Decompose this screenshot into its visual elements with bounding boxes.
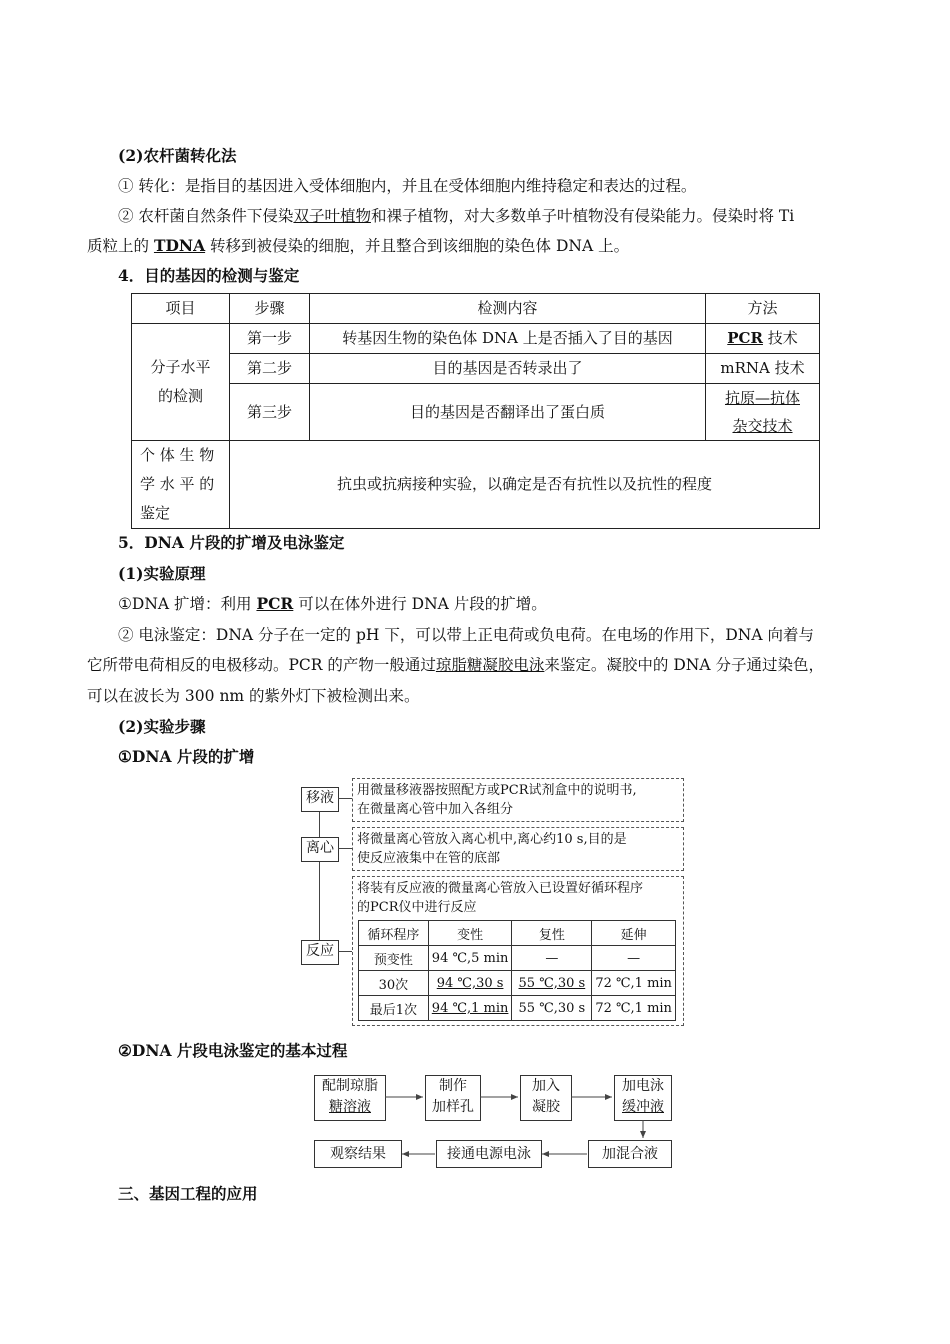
pcr-cell: 72 ℃,1 min <box>592 996 676 1021</box>
paragraph-infection-2: 质粒上的 TDNA 转移到被侵染的细胞，并且整合到该细胞的染色体 DNA 上。 <box>87 236 630 255</box>
section-title-detection: 4．目的基因的检测与鉴定 <box>118 266 300 285</box>
paragraph-infection-1: ② 农杆菌自然条件下侵染双子叶植物和裸子植物，对大多数单子叶植物没有侵染能力。侵染时将 Ti <box>118 207 795 225</box>
header-step: 步骤 <box>230 294 310 324</box>
desc-line: 将装有反应液的微量离心管放入已设置好循环程序 <box>357 881 644 896</box>
pcr-header: 循环程序 <box>359 921 429 946</box>
pcr-cell: — <box>512 946 592 971</box>
box-line: 糖溶液 <box>329 1099 371 1115</box>
header-item: 项目 <box>132 294 230 324</box>
pcr-header: 变性 <box>428 921 512 946</box>
paragraph-electrophoresis-2: 它所带电荷相反的电极移动。PCR 的产物一般通过琼脂糖凝胶电泳来鉴定。凝胶中的 DNA 分子通过染色， <box>87 656 824 674</box>
step-cell: 第三步 <box>230 384 310 441</box>
box-line: 配制琼脂 <box>322 1078 378 1094</box>
step-power-on: 接通电源电泳 <box>436 1140 542 1168</box>
step-dna-amplification-title: ①DNA 片段的扩增 <box>118 747 255 766</box>
desc-line: 将微量离心管放入离心机中,离心约10 s,目的是 <box>357 832 627 847</box>
subsection-steps: (2)实验步骤 <box>118 717 206 736</box>
box-line: 加入 <box>532 1078 560 1094</box>
label-reaction: 反应 <box>301 940 339 965</box>
pcr-cell: 55 ℃,30 s <box>512 971 592 996</box>
content-cell: 目的基因是否转录出了 <box>310 354 706 384</box>
pcr-cell: 72 ℃,1 min <box>592 971 676 996</box>
paragraph-electrophoresis-1: ② 电泳鉴定：DNA 分子在一定的 pH 下，可以带上正电荷或负电荷。在电场的作用下，DNA 向着与 <box>118 626 814 644</box>
pcr-cell: 30次 <box>359 971 429 996</box>
subsection-principle: (1)实验原理 <box>118 564 206 583</box>
box-line: 缓冲液 <box>622 1099 664 1115</box>
step-electrophoresis-title: ②DNA 片段电泳鉴定的基本过程 <box>118 1041 348 1060</box>
pcr-cell: 94 ℃,30 s <box>428 971 512 996</box>
section-title-agrobacterium: (2)农杆菌转化法 <box>118 146 237 165</box>
pcr-cell: — <box>592 946 676 971</box>
box-line: 制作 <box>439 1078 467 1094</box>
step-cell: 第一步 <box>230 324 310 354</box>
step-add-mixture: 加混合液 <box>588 1140 672 1168</box>
paragraph-electrophoresis-3: 可以在波长为 300 nm 的紫外灯下被检测出来。 <box>87 687 420 705</box>
pcr-cell: 最后1次 <box>359 996 429 1021</box>
pcr-cell: 94 ℃,1 min <box>428 996 512 1021</box>
step-cell: 第二步 <box>230 354 310 384</box>
header-method: 方法 <box>706 294 820 324</box>
group-individual: 个 体 生 物 学 水 平 的 鉴定 <box>132 441 230 529</box>
box-line: 凝胶 <box>532 1099 560 1115</box>
pcr-cell: 55 ℃,30 s <box>512 996 592 1021</box>
pcr-cell: 94 ℃,5 min <box>428 946 512 971</box>
desc-line: 使反应液集中在管的底部 <box>357 851 501 866</box>
header-content: 检测内容 <box>310 294 706 324</box>
section-title-dna-amplification: 5．DNA 片段的扩增及电泳鉴定 <box>118 533 345 552</box>
desc-line: 的PCR仪中进行反应 <box>357 900 477 915</box>
content-cell: 目的基因是否翻译出了蛋白质 <box>310 384 706 441</box>
paragraph-dna-amplification: ①DNA 扩增：利用 PCR 可以在体外进行 DNA 片段的扩增。 <box>118 594 547 613</box>
method-cell: mRNA 技术 <box>706 354 820 384</box>
pcr-header: 延伸 <box>592 921 676 946</box>
label-centrifuge: 离心 <box>301 837 339 862</box>
desc-line: 用微量移液器按照配方或PCR试剂盒中的说明书, <box>357 783 637 798</box>
label-pipette: 移液 <box>301 787 339 812</box>
section-title-applications: 三、基因工程的应用 <box>118 1184 258 1203</box>
content-cell: 转基因生物的染色体 DNA 上是否插入了目的基因 <box>310 324 706 354</box>
group-molecular: 分子水平 的检测 <box>132 324 230 441</box>
group-individual-content: 抗虫或抗病接种实验，以确定是否有抗性以及抗性的程度 <box>230 441 820 529</box>
step-observe: 观察结果 <box>314 1140 402 1168</box>
box-line: 加样孔 <box>432 1099 474 1115</box>
method-cell: PCR 技术 <box>706 324 820 354</box>
pcr-header: 复性 <box>512 921 592 946</box>
pcr-cell: 预变性 <box>359 946 429 971</box>
method-cell: 抗原—抗体 杂交技术 <box>706 384 820 441</box>
paragraph-transformation: ① 转化：是指目的基因进入受体细胞内，并且在受体细胞内维持稳定和表达的过程。 <box>118 177 697 195</box>
desc-line: 在微量离心管中加入各组分 <box>357 802 514 817</box>
box-line: 加电泳 <box>622 1078 664 1094</box>
